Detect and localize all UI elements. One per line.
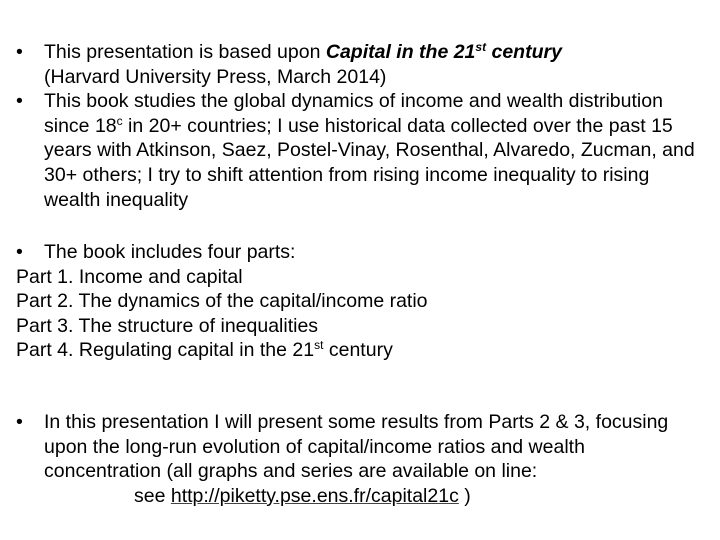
- see-link-line: [44, 484, 706, 509]
- study-text-a: This book studies the global dynamics of income and wealth distribution since 18: [44, 90, 663, 137]
- book-title-superscript: st: [475, 40, 487, 54]
- bullet-item-source: [16, 40, 706, 89]
- book-title-end: century: [486, 41, 562, 63]
- part-2: Part 2. The dynamics of the capital/income ratio: [16, 290, 428, 313]
- study-superscript: c: [116, 113, 123, 128]
- bullet-glyph: •: [16, 241, 23, 263]
- intro-section: [16, 40, 706, 212]
- part-4-text-a: Part 4. Regulating capital in the 21: [16, 339, 315, 362]
- bullet-glyph: •: [16, 90, 23, 113]
- bullet-item-presentation: [16, 410, 706, 508]
- bullet-item-parts: [16, 240, 706, 265]
- part-4-superscript: st: [314, 338, 324, 353]
- presentation-section: [16, 410, 706, 508]
- bullet-glyph: •: [16, 411, 23, 433]
- part-3: Part 3. The structure of inequalities: [16, 314, 319, 337]
- source-lead-text: This presentation is based upon: [44, 41, 326, 63]
- parts-intro-text: The book includes four parts:: [44, 241, 296, 263]
- presentation-text: In this presentation I will present some results from Parts 2 & 3, focusing upon the long-run evolution of capital/income ratios and wealth concentration (all graphs and series are available on line:: [44, 411, 669, 483]
- book-title-text: Capital in the 21: [325, 41, 476, 63]
- part-4-text-b: century: [323, 339, 393, 362]
- see-label: see: [134, 484, 171, 507]
- bullet-item-study: [16, 89, 706, 212]
- part-1: Part 1. Income and capital: [16, 265, 243, 288]
- book-title: [326, 41, 562, 63]
- capital21c-link[interactable]: http://piketty.pse.ens.fr/capital21c: [170, 484, 459, 507]
- publisher-text: (Harvard University Press, March 2014): [44, 65, 387, 88]
- bullet-glyph: •: [16, 41, 23, 63]
- study-text-b: in 20+ countries; I use historical data collected over the past 15 years with Atkinson, Saez, Postel-Vinay, Rosenthal, Alvaredo, Zucman, and 30+ others; I try to shift attention from rising income inequality to rising wealth inequality: [44, 114, 695, 211]
- closing-paren: ): [458, 484, 471, 507]
- part-4: [16, 338, 706, 363]
- parts-section: [16, 240, 706, 363]
